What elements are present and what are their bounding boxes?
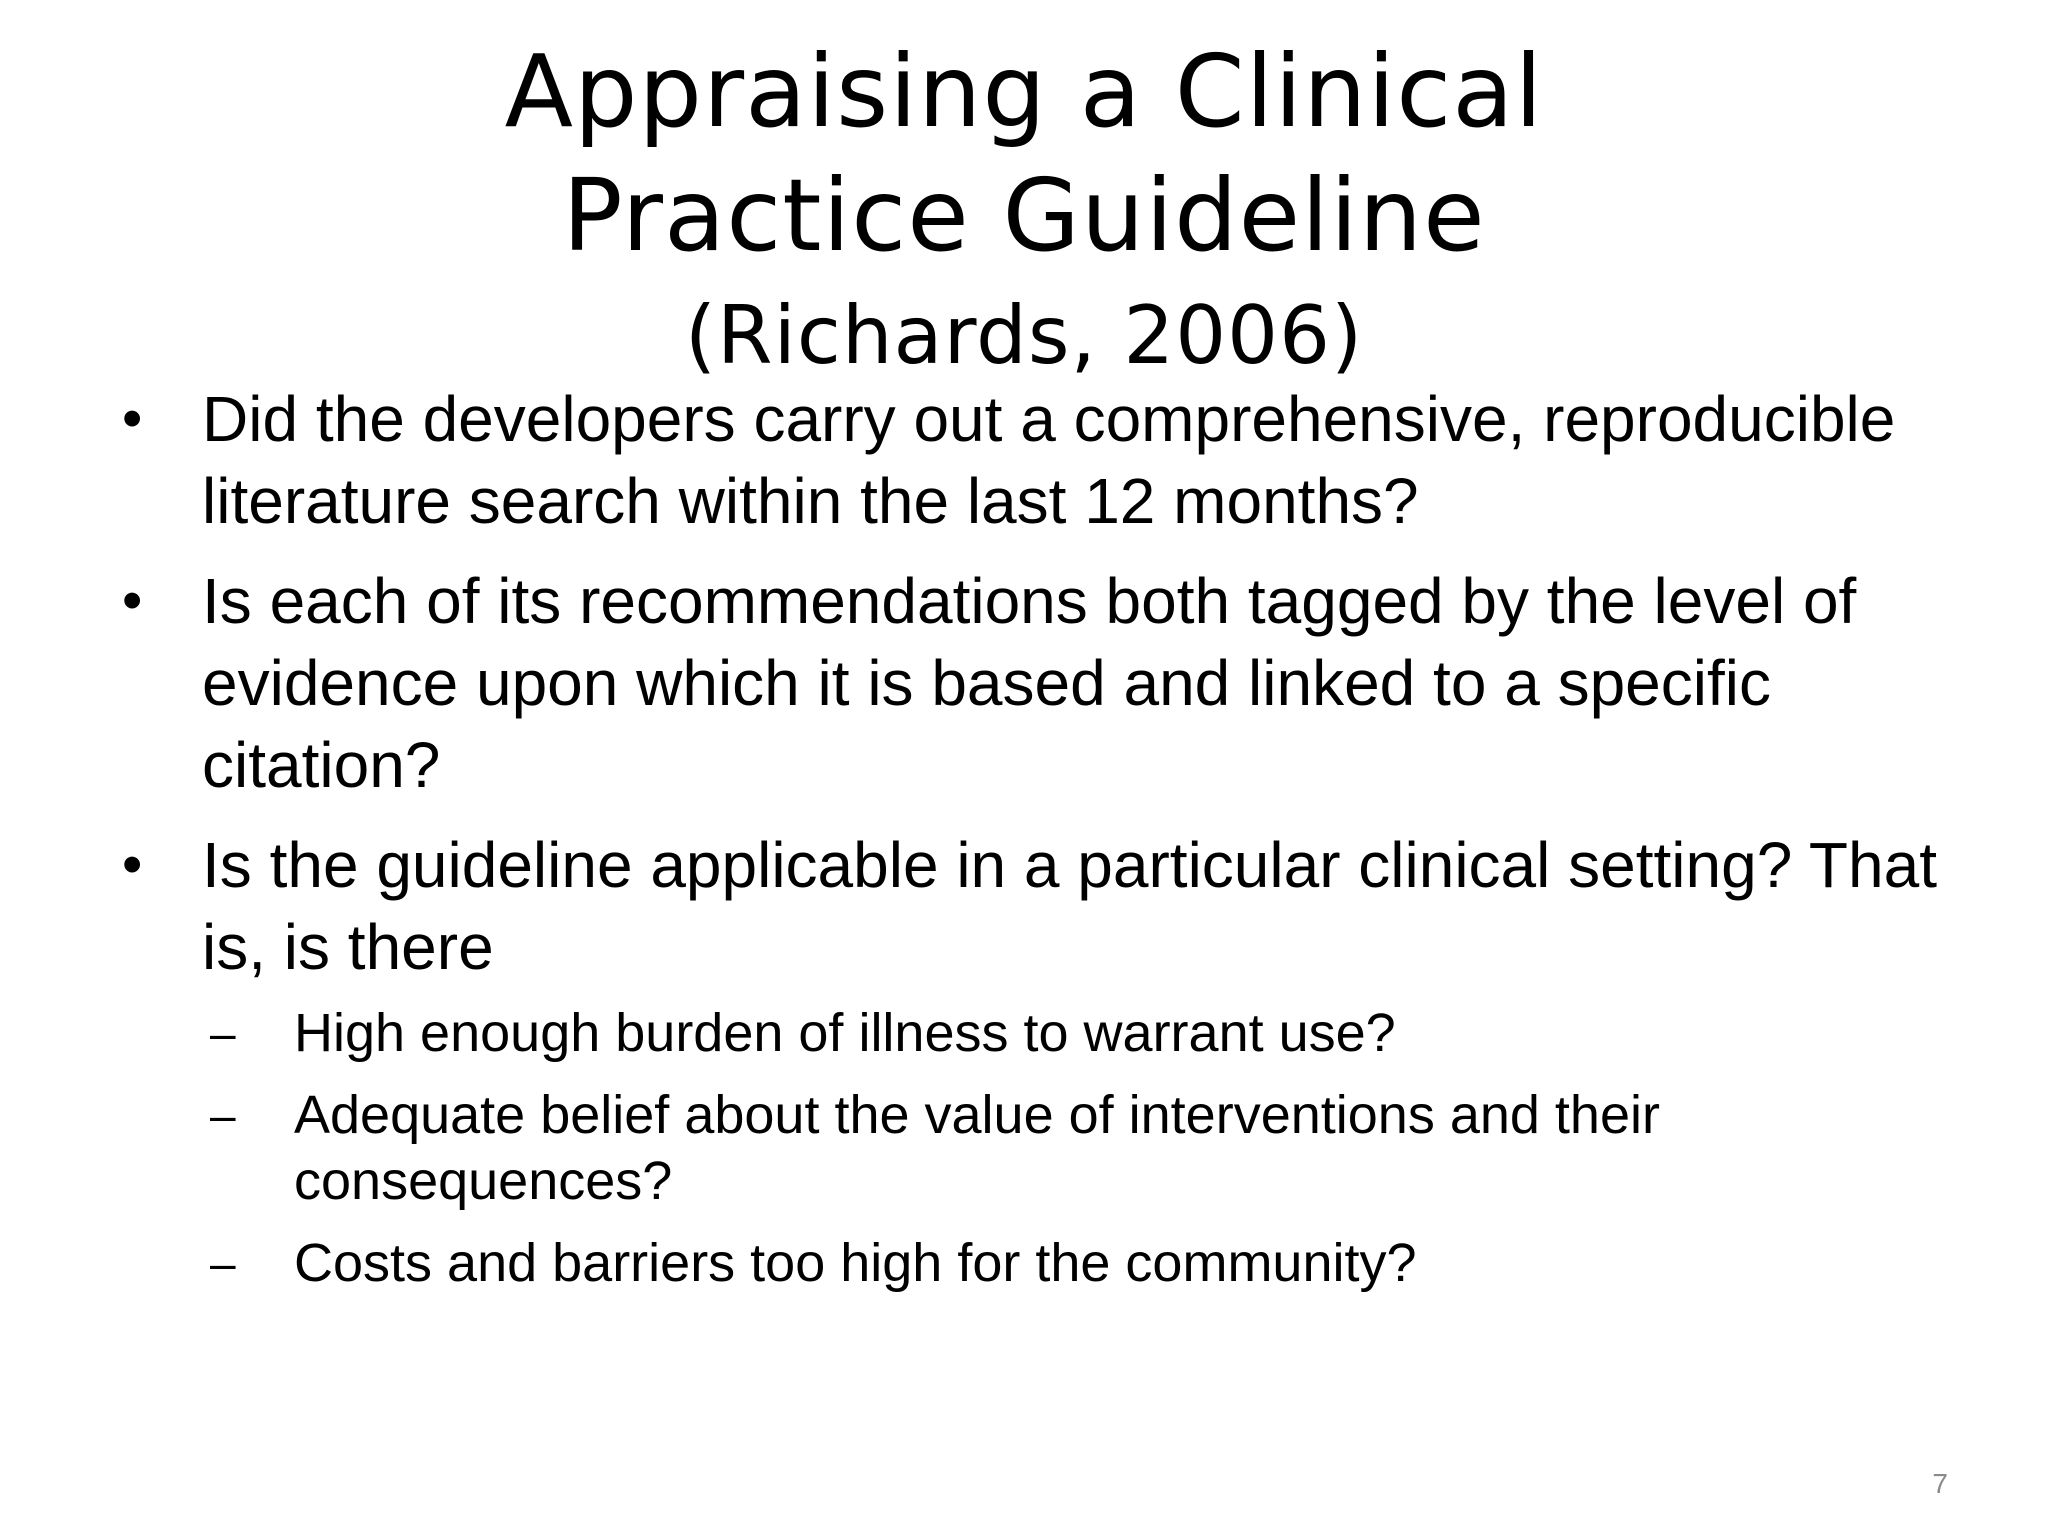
sub-bullet-marker: – [210, 1237, 236, 1289]
bullet-text: Did the developers carry out a comprehensive, reproducible literature search within the last 12 months? [202, 383, 1896, 537]
sub-bullet-marker: – [210, 1089, 236, 1141]
sub-bullet-text: Adequate belief about the value of interventions and their consequences? [294, 1085, 1660, 1211]
title-line-1: Appraising a Clinical [504, 33, 1544, 150]
sub-bullet-list [202, 1000, 1980, 1296]
sub-bullet-item [202, 1230, 1980, 1296]
sub-bullet-marker: – [210, 1007, 236, 1059]
sub-bullet-text: Costs and barriers too high for the community? [294, 1233, 1417, 1293]
sub-bullet-text: High enough burden of illness to warrant use? [294, 1003, 1396, 1063]
bullet-list [120, 378, 1980, 1314]
bullet-marker: • [122, 568, 143, 633]
title-citation: (Richards, 2006) [684, 289, 1364, 382]
page-number: 7 [1932, 1468, 1948, 1499]
title-line-2: Practice Guideline [562, 157, 1486, 274]
bullet-item [120, 560, 1980, 806]
bullet-text: Is the guideline applicable in a particular clinical setting? That is, is there [202, 829, 1937, 983]
bullet-marker: • [122, 386, 143, 451]
slide-title [0, 30, 2048, 388]
sub-bullet-item [202, 1082, 1980, 1214]
sub-bullet-item [202, 1000, 1980, 1066]
bullet-item [120, 378, 1980, 542]
bullet-text: Is each of its recommendations both tagged by the level of evidence upon which it is based and linked to a specific citation? [202, 565, 1857, 801]
bullet-item [120, 824, 1980, 1296]
bullet-marker: • [122, 832, 143, 897]
